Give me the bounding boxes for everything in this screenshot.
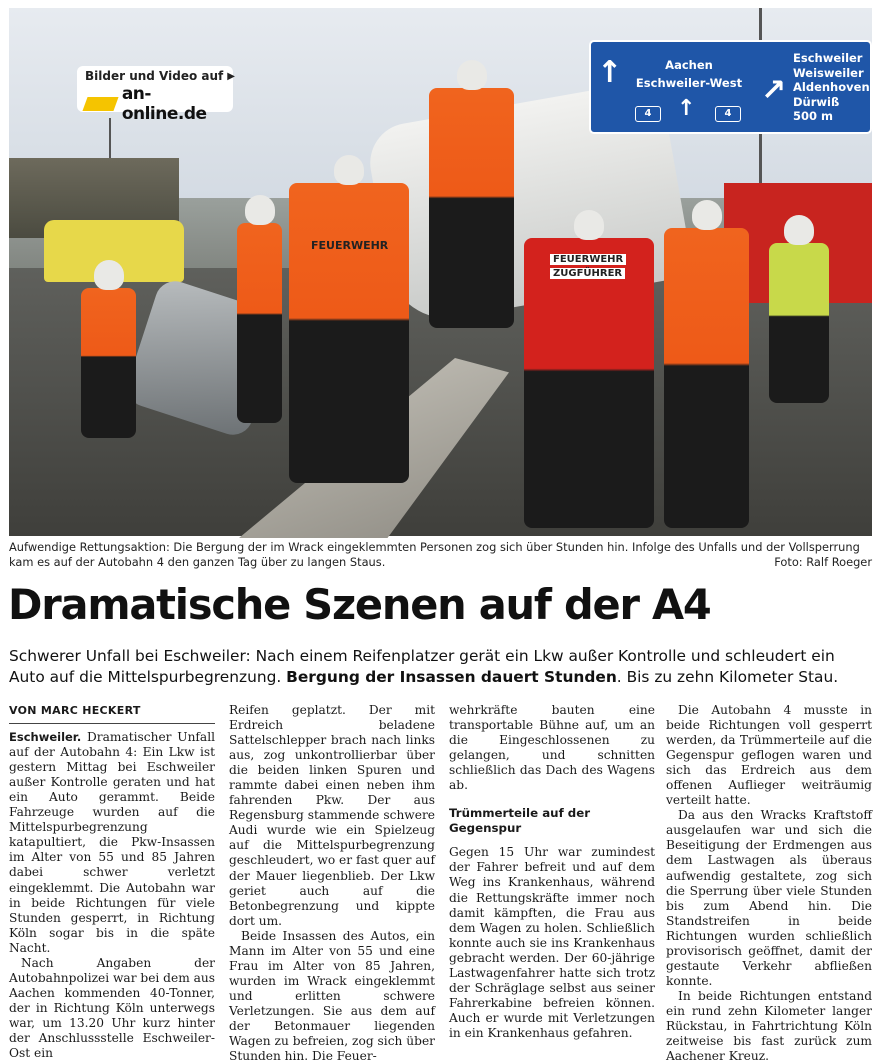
- article-paragraph: [9, 730, 215, 956]
- paragraph-text: Dramatischer Unfall auf der Autobahn 4: Ein Lkw ist gestern Mittag bei Eschweiler außer Kontrolle geraten und hat ein Auto gerammt. Beide Fahrzeuge wurden auf die Mittelspurbegrenzung katapultiert, die Pkw-Insassen im Alter von 55 und 85 Jahren dabei schwer verletzt eingeklemmt. Die Autobahn war in beide Richtungen für viele Stunden gesperrt, in Richtung Köln sogar bis in die späte Nacht.: [9, 730, 215, 955]
- lead-text: Schwerer Unfall bei Eschweiler: Nach einem Reifenplatzer gerät ein Lkw außer Kontrolle und schleudert ein Auto auf die Mittelspurbegrenzung.: [9, 647, 835, 686]
- firefighter-zugfuehrer: [524, 238, 654, 528]
- article-column-2: [229, 703, 435, 1064]
- arrow-up-icon: ↑: [597, 55, 623, 90]
- badge-site: an-online.de: [121, 84, 207, 124]
- firefighter: [237, 223, 282, 423]
- dateline: Eschweiler.: [9, 730, 82, 745]
- headline: Dramatische Szenen auf der A4: [8, 580, 711, 629]
- photo-credit: Foto: Ralf Roeger: [774, 554, 872, 569]
- sign-left-line1: Aachen: [665, 58, 713, 72]
- play-icon: ▶: [227, 70, 235, 82]
- photo-caption: [9, 540, 872, 569]
- article-paragraph: Beide Insassen des Autos, ein Mann im Alter von 55 und eine Frau im Alter von 85 Jahren, wurden im Wrack eingeklemmt und erlitten schwere Verletzungen. Sie aus dem auf der Betonmauer liegenden Wagen zu befreien, zog sich über Stunden hin. Die Feuer-: [229, 928, 435, 1064]
- arrow-exit-icon: ↗: [761, 73, 787, 108]
- article-paragraph: wehrkräfte bauten eine transportable Bühne auf, um an die Eingeschlossenen zu gelangen, und schnitten schließlich das Dach des Wagens ab.: [449, 703, 655, 793]
- article-column-3: [449, 703, 655, 1041]
- online-badge[interactable]: [77, 66, 235, 124]
- article-paragraph: In beide Richtungen entstand ein rund zehn Kilometer langer Rückstau, in Fahrtrichtung Köln zeitweise bis fast zurück zum Aachener Kreuz.: [666, 988, 872, 1064]
- sign-right-line: Weisweiler: [793, 65, 864, 80]
- sign-left-line2: Eschweiler-West: [635, 76, 743, 90]
- lead-bold: Bergung der Insassen dauert Stunden: [286, 668, 617, 686]
- caption-text: Aufwendige Rettungsaktion: Die Bergung der im Wrack eingeklemmten Personen zog sich über Stunden hin. Infolge des Unfalls und der Vollsperrung kam es auf der Autobahn 4 den ganzen Tag über zu langen Staus.: [9, 540, 860, 569]
- lead-text-end: . Bis zu zehn Kilometer Stau.: [616, 668, 839, 686]
- article-column-4: [666, 703, 872, 1064]
- paramedic: [769, 243, 829, 403]
- arrow-up-icon: ↑: [677, 96, 696, 121]
- article-column-1: [9, 703, 215, 1061]
- vest-label: FEUERWEHR: [550, 254, 626, 265]
- sign-right-line: Dürwiß: [793, 94, 840, 109]
- vest-label: FEUERWEHR: [311, 239, 389, 252]
- route-shield: 4: [715, 106, 741, 122]
- highway-sign: [589, 40, 872, 134]
- author-byline: VON MARC HECKERT: [9, 703, 215, 724]
- article-paragraph: Da aus den Wracks Kraftstoff ausgelaufen war und sich die Beseitigung der Erdmengen aus dem Lastwagen als überaus aufwendig gestaltete, zog sich die Sperrung über viele Stunden bis zum Abend hin. Die Standstreifen in beide Richtungen wurden schließlich provisorisch geöffnet, damit der gestaute Verkehr abfließen konnte.: [666, 808, 872, 988]
- badge-text: Bilder und Video auf: [85, 69, 224, 83]
- firefighter: [289, 183, 409, 483]
- subheading: Trümmerteile auf der Gegenspur: [449, 806, 591, 836]
- lead-paragraph: [9, 646, 871, 688]
- vest-label: ZUGFÜHRER: [550, 268, 625, 279]
- firefighter: [81, 288, 136, 438]
- firefighter: [429, 88, 514, 328]
- an-logo-icon: [82, 97, 118, 111]
- article-paragraph: Reifen geplatzt. Der mit Erdreich beladene Sattelschlepper brach nach links aus, zog unkontrollierbar über die beiden linken Spuren und rammte dabei einen neben ihm fahrenden Pkw. Der aus Regensburg stammende schwere Audi wurde wie ein Spielzeug auf die Mittelspurbegrenzung geschleudert, wo er fast quer auf der Mauer liegenblieb. Der Lkw geriet auch auf die Betonbegrenzung und kippte dort um.: [229, 703, 435, 928]
- article-paragraph: Nach Angaben der Autobahnpolizei war bei dem aus Aachen kommenden 40-Tonner, der in Richtung Köln unterwegs war, um 13.20 Uhr kurz hinter der Anschlussstelle Eschweiler-Ost ein: [9, 955, 215, 1061]
- sign-right-line: Eschweiler: [793, 51, 863, 65]
- route-shield: 4: [635, 106, 661, 122]
- sign-right-line: 500 m: [793, 109, 833, 123]
- article-paragraph: Gegen 15 Uhr war zumindest der Fahrer befreit und auf dem Weg ins Krankenhaus, während die Rettungskräfte immer noch damit kämpften, die Frau aus dem Wagen zu holen. Schließlich konnte auch sie ins Krankenhaus gebracht werden. Der 60-jährige Lastwagenfahrer hatte sich trotz der Schräglage selbst aus seiner Fahrerkabine befreien können. Auch er wurde mit Verletzungen in ein Krankenhaus gefahren.: [449, 845, 655, 1040]
- firefighter: [664, 228, 749, 528]
- sign-right-line: Aldenhoven: [793, 80, 870, 94]
- article-paragraph: Die Autobahn 4 musste in beide Richtungen voll gesperrt werden, da Trümmerteile auf die Gegenspur geflogen waren und sich das Erdreich aus dem offenen Auflieger weiträumig verteilt hatte.: [666, 703, 872, 808]
